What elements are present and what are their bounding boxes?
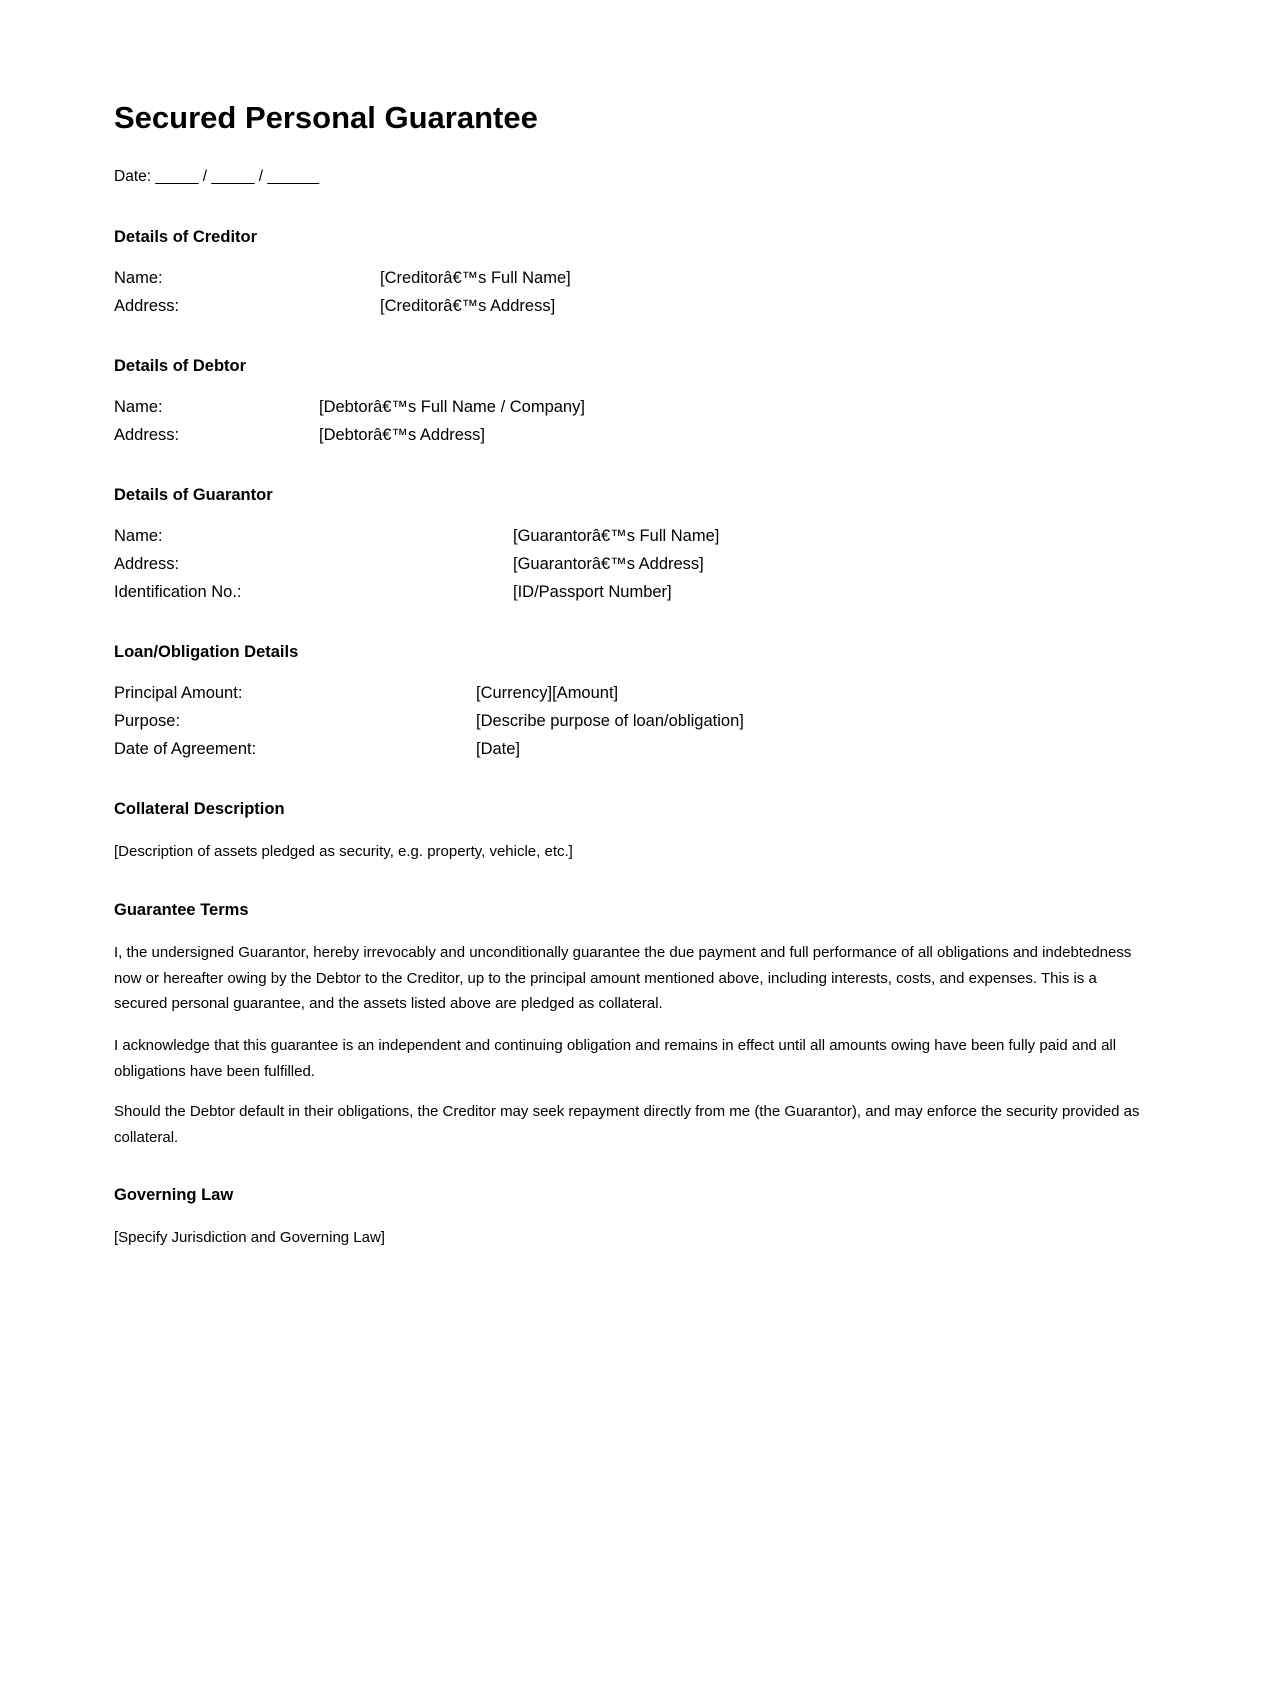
debtor-address-label: Address: [114,426,180,444]
governing-law-heading: Governing Law [114,1186,234,1204]
creditor-name-value: [Creditorâ€™s Full Name] [380,269,571,287]
terms-paragraph: Should the Debtor default in their obligations, the Creditor may seek repayment directly from me (the Guarantor), and may enforce the security provided as collateral. [114,1103,1140,1146]
loan-purpose-label: Purpose: [114,712,181,730]
debtor-name-value: [Debtorâ€™s Full Name / Company] [319,398,585,416]
guarantor-id-label: Identification No.: [114,583,242,601]
loan-date-label: Date of Agreement: [114,740,257,758]
collateral-heading: Collateral Description [114,800,285,818]
creditor-heading: Details of Creditor [114,228,258,246]
collateral-text: [Description of assets pledged as security, e.g. property, vehicle, etc.] [114,843,573,860]
governing-law-text: [Specify Jurisdiction and Governing Law] [114,1229,385,1246]
loan-principal-label: Principal Amount: [114,684,243,702]
guarantor-name-value: [Guarantorâ€™s Full Name] [513,527,720,545]
creditor-address-row [114,292,1154,320]
creditor-address-label: Address: [114,297,180,315]
loan-principal-row [114,679,1154,707]
loan-date-row [114,735,1154,763]
document-title: Secured Personal Guarantee [114,100,538,135]
terms-paragraph: I, the undersigned Guarantor, hereby irrevocably and unconditionally guarantee the due payment and full performance of all obligations and indebtedness now or hereafter owing by the Debtor to the Creditor, up to the principal amount mentioned above, including interests, costs, and expenses. This is a secured personal guarantee, and the assets listed above are pledged as collateral. [114,944,1132,1012]
loan-heading: Loan/Obligation Details [114,643,299,661]
debtor-address-row [114,421,1154,449]
guarantor-address-value: [Guarantorâ€™s Address] [513,555,704,573]
guarantor-id-value: [ID/Passport Number] [513,583,672,601]
loan-purpose-row [114,707,1154,735]
guarantor-name-label: Name: [114,527,163,545]
debtor-address-value: [Debtorâ€™s Address] [319,426,485,444]
loan-principal-value: [Currency][Amount] [476,684,619,702]
creditor-name-label: Name: [114,269,163,287]
guarantor-address-row [114,550,1154,578]
guarantor-id-row [114,578,1154,606]
guarantor-name-row [114,522,1154,550]
guarantor-heading: Details of Guarantor [114,486,273,504]
terms-paragraph: I acknowledge that this guarantee is an independent and continuing obligation and remains in effect until all amounts owing have been fully paid and all obligations have been fulfilled. [114,1037,1117,1080]
date-line: Date: _____ / _____ / ______ [114,168,320,185]
debtor-name-label: Name: [114,398,163,416]
debtor-name-row [114,393,1154,421]
loan-date-value: [Date] [476,740,521,758]
terms-heading: Guarantee Terms [114,901,249,919]
creditor-name-row [114,264,1154,292]
guarantor-address-label: Address: [114,555,180,573]
debtor-heading: Details of Debtor [114,357,247,375]
creditor-address-value: [Creditorâ€™s Address] [380,297,556,315]
loan-purpose-value: [Describe purpose of loan/obligation] [476,712,744,730]
